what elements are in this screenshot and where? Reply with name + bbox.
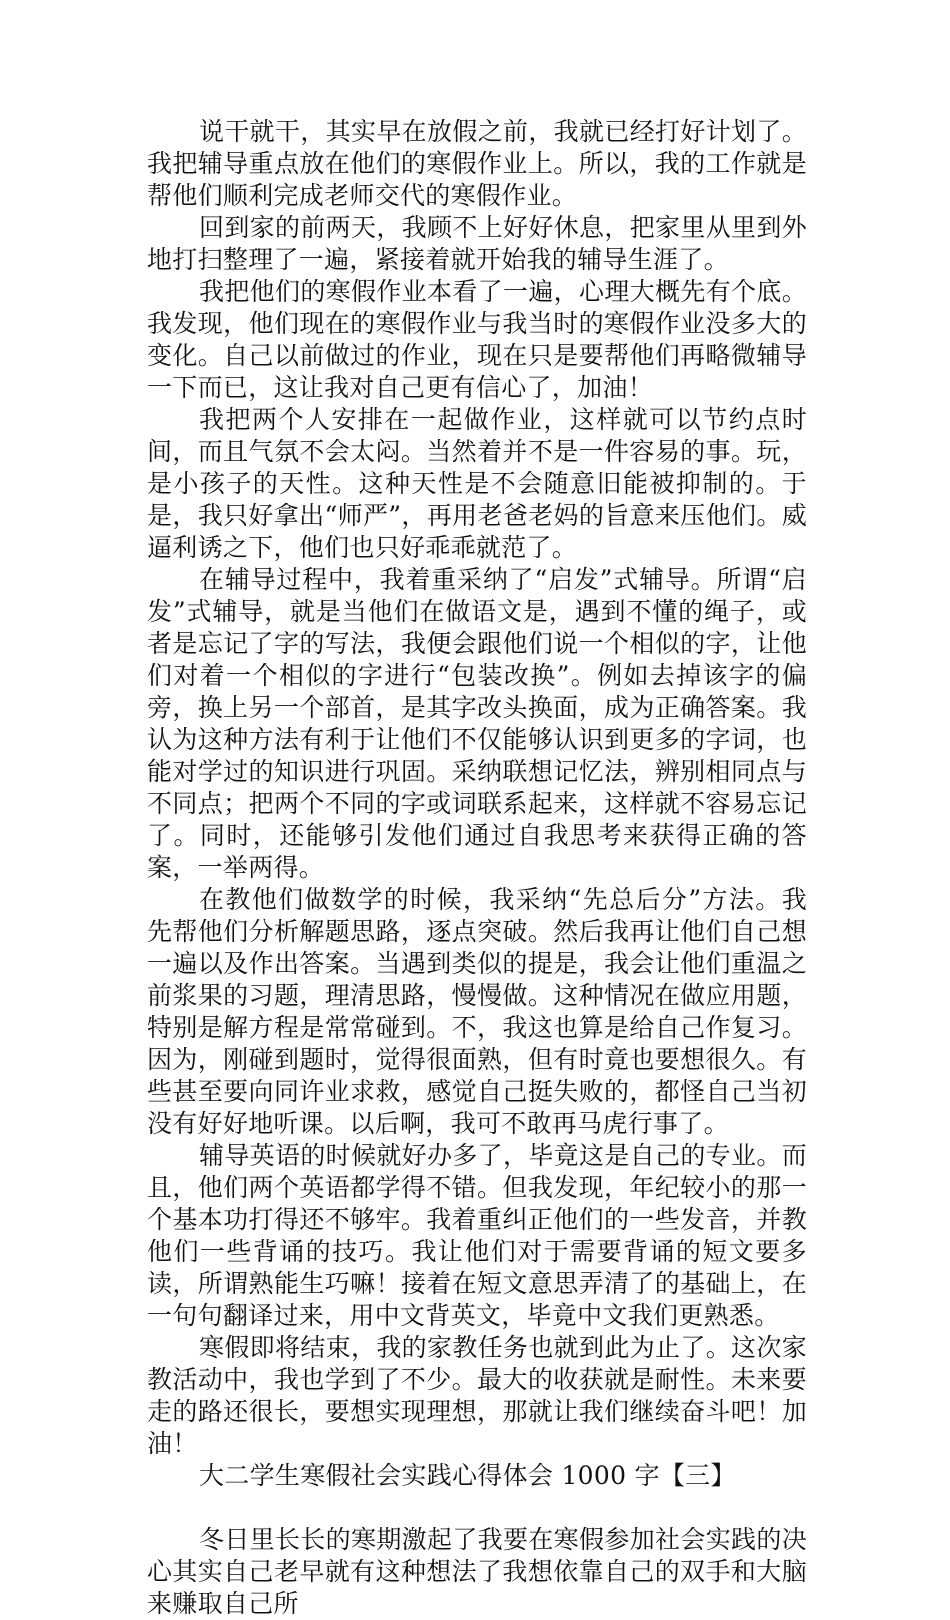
paragraph-4: 我把两个人安排在一起做作业，这样就可以节约点时间，而且气氛不会太闷。当然着并不是一件容易的事。玩，是小孩子的天性。这种天性是不会随意旧能被抑制的。于是，我只好拿出“师严”，再用老爸老妈的旨意来压他们。威逼利诱之下，他们也只好乖乖就范了。 xyxy=(147,405,807,562)
document-body xyxy=(147,116,807,1620)
paragraph-6: 在教他们做数学的时候，我采纳“先总后分”方法。我先帮他们分析解题思路，逐点突破。然后我再让他们自己想一遍以及作出答案。当遇到类似的提是，我会让他们重温之前浆果的习题，理清思路，慢慢做。这种情况在做应用题，特别是解方程是常常碰到。不，我这也算是给自己作复习。因为，刚碰到题时，觉得很面熟，但有时竟也要想很久。有些甚至要向同许业求救，感觉自己挺失败的，都怪自己当初没有好好地听课。以后啊，我可不敢再马虎行事了。 xyxy=(147,885,807,1138)
paragraph-7: 辅导英语的时候就好办多了，毕竟这是自己的专业。而且，他们两个英语都学得不错。但我发现，年纪较小的那一个基本功打得还不够牢。我着重纠正他们的一些发音，并教他们一些背诵的技巧。我让他们对于需要背诵的短文要多读，所谓熟能生巧嘛！接着在短文意思弄清了的基础上，在一句句翻译过来，用中文背英文，毕竟中文我们更熟悉。 xyxy=(147,1141,807,1330)
paragraph-9: 冬日里长长的寒期激起了我要在寒假参加社会实践的决心其实自己老早就有这种想法了我想依靠自己的双手和大脑来赚取自己所 xyxy=(147,1525,807,1618)
paragraph-5: 在辅导过程中，我着重采纳了“启发”式辅导。所谓“启发”式辅导，就是当他们在做语文是，遇到不懂的绳子，或者是忘记了字的写法，我便会跟他们说一个相似的字，让他们对着一个相似的字进行“包装改换”。例如去掉该字的偏旁，换上另一个部首，是其字改头换面，成为正确答案。我认为这种方法有利于让他们不仅能够认识到更多的字词，也能对学过的知识进行巩固。采纳联想记忆法，辨别相同点与不同点；把两个不同的字或词联系起来，这样就不容易忘记了。同时，还能够引发他们通过自我思考来获得正确的答案，一举两得。 xyxy=(147,565,807,882)
blank-line xyxy=(147,1492,807,1524)
paragraph-8: 寒假即将结束，我的家教任务也就到此为止了。这次家教活动中，我也学到了不少。最大的收获就是耐性。未来要走的路还很长，要想实现理想，那就让我们继续奋斗吧！加油！ xyxy=(147,1333,807,1458)
paragraph-2: 回到家的前两天，我顾不上好好休息，把家里从里到外地打扫整理了一遍，紧接着就开始我的辅导生涯了。 xyxy=(147,213,807,274)
paragraph-3: 我把他们的寒假作业本看了一遍，心理大概先有个底。我发现，他们现在的寒假作业与我当时的寒假作业没多大的变化。自己以前做过的作业，现在只是要帮他们再略微辅导一下而已，这让我对自己更有信心了，加油！ xyxy=(147,277,807,402)
section-heading: 大二学生寒假社会实践心得体会 1000 字【三】 xyxy=(199,1461,736,1490)
paragraph-1: 说干就干，其实早在放假之前，我就已经打好计划了。我把辅导重点放在他们的寒假作业上。所以，我的工作就是帮他们顺利完成老师交代的寒假作业。 xyxy=(147,117,807,210)
